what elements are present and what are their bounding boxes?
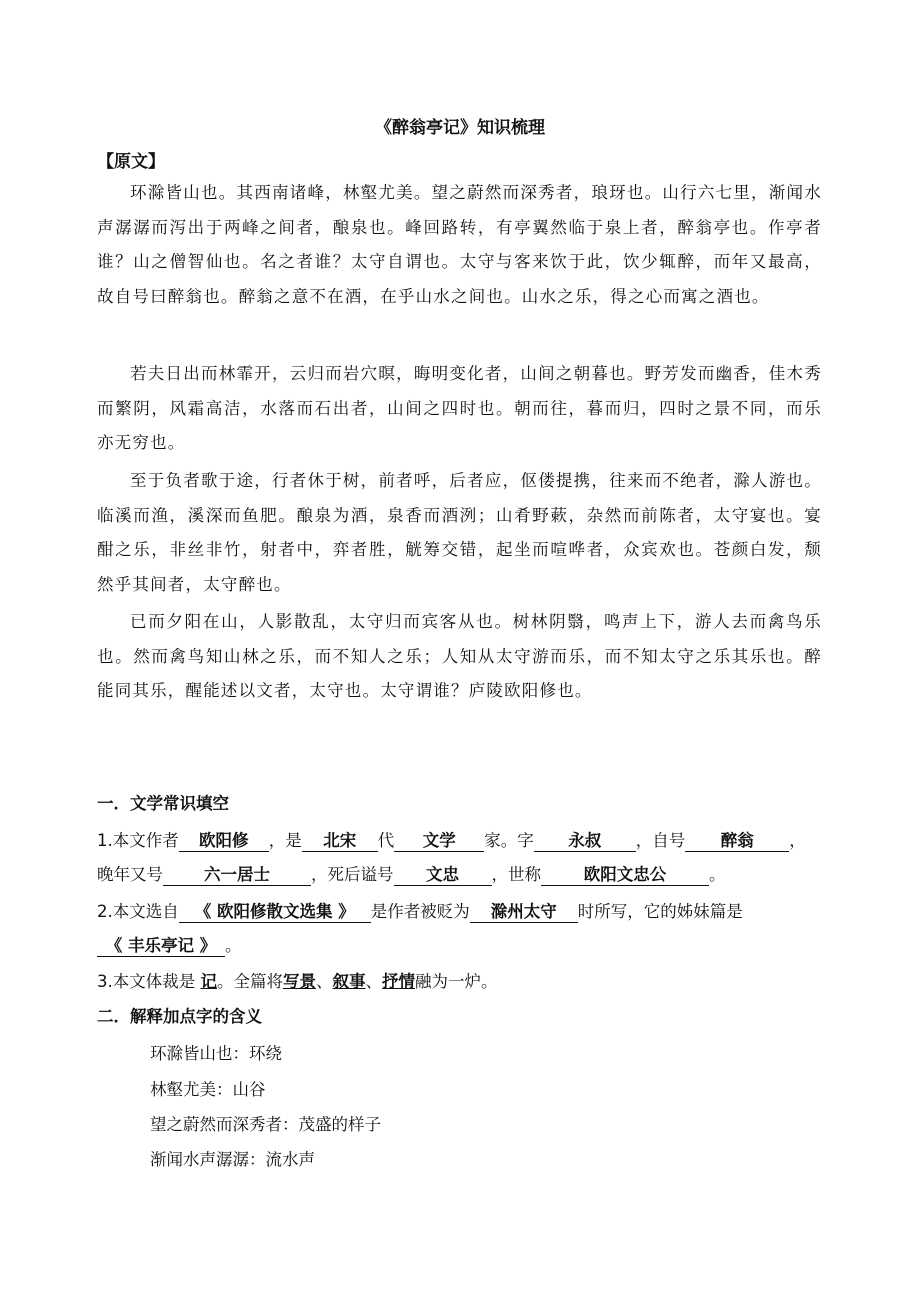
answer-dynasty: 北宋 [302,831,378,852]
answer-source: 《 欧阳修散文选集 》 [179,902,371,923]
passage-paragraph-3 [97,464,822,602]
document-title: 《醉翁亭记》知识梳理 [375,118,545,138]
q-text: 代 [377,831,395,850]
passage-paragraph-1 [97,176,822,314]
q-text: 1.本文作者 [97,831,179,850]
q-text: ，是 [268,831,302,850]
answer-self-title: 醉翁 [685,831,789,852]
definition-item: 望之蔚然而深秀者：茂盛的样子 [150,1115,381,1134]
answer-field: 文学 [394,831,484,852]
definition-item: 环滁皆山也：环绕 [150,1044,282,1063]
answer-scenery: 写景 [283,972,316,991]
q-text: ，世称 [491,865,541,884]
question-3 [97,968,498,992]
q-text: 3.本文体裁是 [97,972,201,991]
q-text: 、 [316,972,333,991]
q-text: ，自号 [635,831,686,850]
answer-genre: 记 [200,972,217,991]
paragraph-text: 环滁皆山也。其西南诸峰，林壑尤美。望之蔚然而深秀者，琅玡也。山行六七里，渐闻水声潺潺而泻出于两峰之间者，酿泉也。峰回路转，有亭翼然临于泉上者，醉翁亭也。作亭者谁？山之僧智仙也。名之者谁？太守自谓也。太守与客来饮于此，饮少辄醉，而年又最高，故自号曰醉翁也。醉翁之意不在酒，在乎山水之间也。山水之乐，得之心而寓之酒也。 [97,183,822,306]
answer-author: 欧阳修 [179,831,269,852]
original-text-label: 【原文】 [97,152,165,172]
paragraph-text: 已而夕阳在山，人影散乱，太守归而宾客从也。树林阴翳，鸣声上下，游人去而禽鸟乐也。然而禽鸟知山林之乐，而不知人之乐；人知从太守游而乐，而不知太守之乐其乐也。醉能同其乐，醒能述以文者，太守也。太守谓谁？庐陵欧阳修也。 [97,612,822,700]
q-text: 是作者被贬为 [370,902,470,921]
question-2-line-1 [97,898,743,923]
answer-courtesy-name: 永叔 [534,831,636,852]
q-text: 。全篇将 [217,972,283,991]
q-text: 、 [365,972,382,991]
paragraph-text: 若夫日出而林霏开，云归而岩穴暝，晦明变化者，山间之朝暮也。野芳发而幽香，佳木秀而繁阴，风霜高洁，水落而石出者，山间之四时也。朝而往，暮而归，四时之景不同，而乐亦无穷也。 [97,364,822,452]
q-text: 时所写，它的姊妹篇是 [577,902,743,921]
section-heading-1: 一．文学常识填空 [97,794,229,813]
q-text: 融为一炉。 [415,972,498,991]
answer-lyricism: 抒情 [382,972,415,991]
question-2-line-2 [97,932,242,957]
paragraph-text: 至于负者歌于途，行者休于树，前者呼，后者应，伛偻提携，往来而不绝者，滁人游也。临溪而渔，溪深而鱼肥。酿泉为酒，泉香而酒洌；山肴野蔌，杂然而前陈者，太守宴也。宴酣之乐，非丝非竹，射者中，弈者胜，觥筹交错，起坐而喧哗者，众宾欢也。苍颜白发，颓然乎其间者，太守醉也。 [97,471,822,594]
answer-late-title: 六一居士 [163,865,311,886]
section-heading-2: 二．解释加点字的含义 [97,1007,262,1026]
definition-item: 渐闻水声潺潺：流水声 [150,1150,315,1169]
answer-demoted-post: 滁州太守 [470,902,578,923]
answer-known-as: 欧阳文忠公 [541,865,709,886]
q-text: 晚年又号 [97,865,163,884]
answer-sister-piece: 《 丰乐亭记 》 [97,936,225,957]
q-text: 家。字 [484,831,534,850]
question-1-line-1 [97,827,806,852]
definition-item: 林壑尤美：山谷 [150,1080,266,1099]
answer-posthumous-title: 文忠 [394,865,492,886]
passage-paragraph-2 [97,357,822,461]
passage-paragraph-4 [97,605,822,709]
q-text: ，死后谥号 [311,865,394,884]
q-text: 2.本文选自 [97,902,179,921]
q-text: 。 [225,936,242,955]
q-text: 。 [709,865,726,884]
q-text: ， [789,831,806,850]
answer-narration: 叙事 [332,972,366,991]
question-1-line-2 [97,861,726,886]
